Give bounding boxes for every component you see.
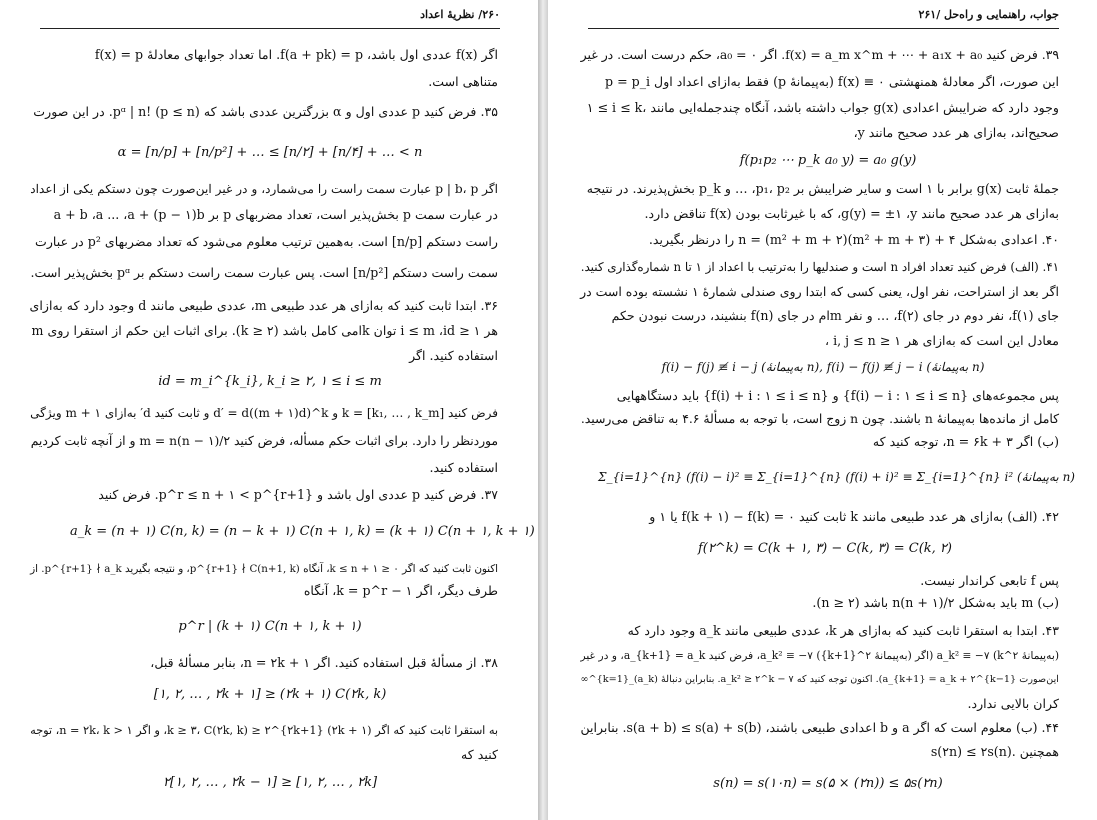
equation-41b: Σ_{i=1}^{n} (f(i) − i)² ≡ Σ_{i=1}^{n} (f(i) + i)² ≡ Σ_{i=1}^{n} i² (به‌پیمانهٔ n) [598,470,1075,484]
text-line: به استقرا ثابت کنید که اگر k ≥ ۳، C(۲k, k) ≥ ۲^{۲k+1} (۲k + ۱)، و اگر n = ۲k، k > ۱، توجه [30,724,498,737]
problem-37-line: ۳۷. فرض کنید p عددی اول باشد و p^r ≤ n + ۱ < p^{r+1}. فرض کنید [98,487,498,502]
text-line: s(۲n) ≤ ۲s(n). همچنین [930,744,1059,759]
equation-44: s(n) = s(۱۰n) = s(۵ × (۲n)) ≤ ۵s(۲n) [713,776,943,791]
problem-38-line: ۳۸. از مسألهٔ قبل استفاده کنید. اگر n = ۲k + ۱، بنابر مسألهٔ قبل، [150,655,498,670]
equation-38: [۱, ۲, … , ۲k + ۱] ≥ (۲k + ۱) C(۲k, k) [153,687,387,702]
problem-36-line: ۳۶. ابتدا ثابت کنید که به‌ازای هر عدد طبیعی m، عددی طبیعی مانند d وجود دارد که به‌ازای [29,298,498,313]
text-line: پس f تابعی کراندار نیست. [920,573,1059,588]
equation-39: f(p₁p₂ ⋯ p_k a₀ y) = a₀ g(y) [739,153,917,168]
problem-44-line: ۴۴. (ب) معلوم است که اگر a و b اعدادی طبیعی باشند، s(a + b) ≤ s(a) + s(b). بنابراین [580,720,1059,735]
text-line: صحیح‌اند، به‌ازای هر عدد صحیح مانند y، [853,125,1059,140]
right-page [548,0,1097,820]
left-page-header: ۲۶۰/ نظریهٔ اعداد [420,8,500,21]
problem-40-line: ۴۰. اعدادی به‌شکل n = (m² + m + ۲)(m² + m + ۳) + ۴ را درنظر بگیرید. [648,232,1059,247]
equation-37b: p^r | (k + ۱) C(n + ۱, k + ۱) [178,619,362,634]
text-line: اگر f(x) عددی اول باشد، f(a + pk) = p. اما تعداد جوابهای معادلهٔ f(x) = p [94,47,498,62]
text-line: به‌ازای هر عدد صحیح مانند g(y) = ±۱ ،y، که با غیرثابت بودن f(x) تناقض دارد. [644,206,1059,221]
text-line: معادل این است که به‌ازای هر ۱ ≤ i, j ≤ n ، [825,333,1059,348]
text-line: اگر بعد از استراحت، نفر اول، یعنی کسی که ابتدا روی صندلی شمارهٔ ۱ نشسته بوده است در [580,284,1059,299]
text-line: (ب) m باید به‌شکل n(n + ۱)/۲ باشد (n ≥ ۲). [812,595,1059,610]
text-line: (ب) اگر n = ۶k + ۳، توجه کنید که [872,434,1059,449]
text-line: استفاده کنید. [429,460,498,475]
text-line: کامل از مانده‌ها به‌پیمانهٔ n باشند. چون n زوج است، با توجه به مسألهٔ ۴.۶ به تناقض می‌رسید. [580,411,1059,426]
problem-35-line: ۳۵. فرض کنید p عددی اول و α بزرگترین عددی باشد که pᵅ | n! (p ≤ n). در این صورت [33,104,498,119]
text-line: متناهی است. [428,74,498,89]
book-gutter [538,0,548,820]
text-line: (به‌پیمانهٔ ۲^k) a_k² ≡ −۷ (اگر (به‌پیمانهٔ ۲^{k+1}) a_k² ≡ −۷، فرض کنید a_{k+1} = a_k، و در غیر [580,649,1059,662]
text-line: پس مجموعه‌های {f(i) − i : ۱ ≤ i ≤ n} و {f(i) + i : ۱ ≤ i ≤ n} باید دستگاههایی [616,388,1059,403]
text-line: ۱ ≤ i ≤ k، جواب داشته باشد، آنگاه چندجمله‌ایی مانند g(x) وجود دارد که ضرایبش اعدادی [586,100,1059,115]
text-line: جملهٔ ثابت g(x) برابر با ۱ است و سایر ضرایبش بر p₁، p₂، … و p_k بخش‌پذیرند. در نتیجه [586,181,1059,196]
text-line: طرف دیگر، اگر k = p^r − ۱، آنگاه [303,583,498,598]
equation-36: id = m_i^{k_i}, k_i ≥ ۲, ۱ ≤ i ≤ m [158,374,382,389]
text-line: موردنظر را دارد. برای اثبات حکم مسأله، فرض کنید m = n(n − ۱)/۲ و از آنچه ثابت کردیم [30,434,498,448]
problem-42-line: ۴۲. (الف) به‌ازای هر عدد طبیعی مانند k ثابت کنید f(k + ۱) − f(k) = ۰ یا ۱ و [649,509,1059,524]
text-line: اگر p | b، p عبارت سمت راست را می‌شمارد، و در غیر این‌صورت چون دستکم یکی از اعداد [30,182,498,196]
equation-38b: ۲[۱, ۲, … , ۲k − ۱] ≥ [۱, ۲, … , ۲k] [162,775,378,790]
problem-43-line: ۴۳. ابتدا به استقرا ثابت کنید که به‌ازای هر k، عددی طبیعی مانند a_k وجود دارد که [627,623,1059,638]
problem-41-line: ۴۱. (الف) فرض کنید تعداد افراد n است و صندلیها را به‌ترتیب با اعداد از ۱ تا n شماره‌گذاری کنید. [580,260,1059,274]
text-line: هر ۱ ≤ i ≤ m ،id توان kامی کامل باشد (k ≥ ۲). برای اثبات این حکم از استقرا روی m [31,323,498,338]
text-line: اکنون ثابت کنید که اگر ۰ ≤ k ≤ n + ۱، آنگاه p^{r+1} ∤ C(n+1, k)، و نتیجه بگیرید p^{r+1} ∤ a_k. از [30,563,498,575]
text-line: جای f(۱)، نفر دوم در جای f(۲)، … و نفر mام در جای f(n) بنشیند، درست نبودن حکم [611,308,1059,323]
text-line: استفاده کنید. اگر [409,348,498,363]
equation-41: f(i) − f(j) ≢ i − j (به‌پیمانهٔ n), f(i) − f(j) ≢ j − i (به‌پیمانهٔ n) [661,360,985,374]
text-line: راست دستکم [n/p] است. به‌همین ترتیب معلوم می‌شود که تعداد مضربهای p² در عبارت [35,234,498,249]
problem-39-line: ۳۹. فرض کنید f(x) = a_m x^m + ⋯ + a₁x + a₀. اگر a₀ = ۰، حکم درست است. در غیر [580,47,1059,62]
text-line: این‌صورت a_{k+1} = a_k + ۲^{k−1}). اکنون توجه کنید که a_k² ≥ ۲^k − ۷. بنابراین دنبالهٔ (a_k)_{k=1}^∞ [580,674,1059,685]
text-line: a + b ،a ... ،a + (p − ۱)b بر p بخش‌پذیر است، تعداد مضربهای p در عبارت سمت [53,207,498,222]
text-line: کنید که [461,747,498,762]
text-line: این صورت، اگر معادلهٔ همنهشتی f(x) ≡ ۰ (به‌پیمانهٔ p) فقط به‌ازای اعداد اول p = p_i [605,74,1059,89]
equation-42: f(۲^k) = C(k + ۱, ۳) − C(k, ۳) = C(k, ۲) [698,541,952,556]
right-page-header: جواب، راهنمایی و راه‌حل /۲۶۱ [918,8,1059,21]
text-line: فرض کنید k = [k₁, … , k_m] و d′ = d((m + ۱)d)^k و ثابت کنید d′ به‌ازای m + ۱ ویژگی [30,406,498,420]
equation-35: α = [n/p] + [n/p²] + … ≤ [n/۲] + [n/۴] + … < n [117,145,423,160]
text-line: سمت راست دستکم [n/p²] است. پس عبارت سمت راست دستکم بر pᵅ بخش‌پذیر است. [30,265,498,280]
text-line: کران بالایی ندارد. [967,696,1059,711]
equation-37: a_k = (n + ۱) C(n, k) = (n − k + ۱) C(n + ۱, k) = (k + ۱) C(n + ۱, k + ۱) [70,524,535,539]
left-page [0,0,538,820]
